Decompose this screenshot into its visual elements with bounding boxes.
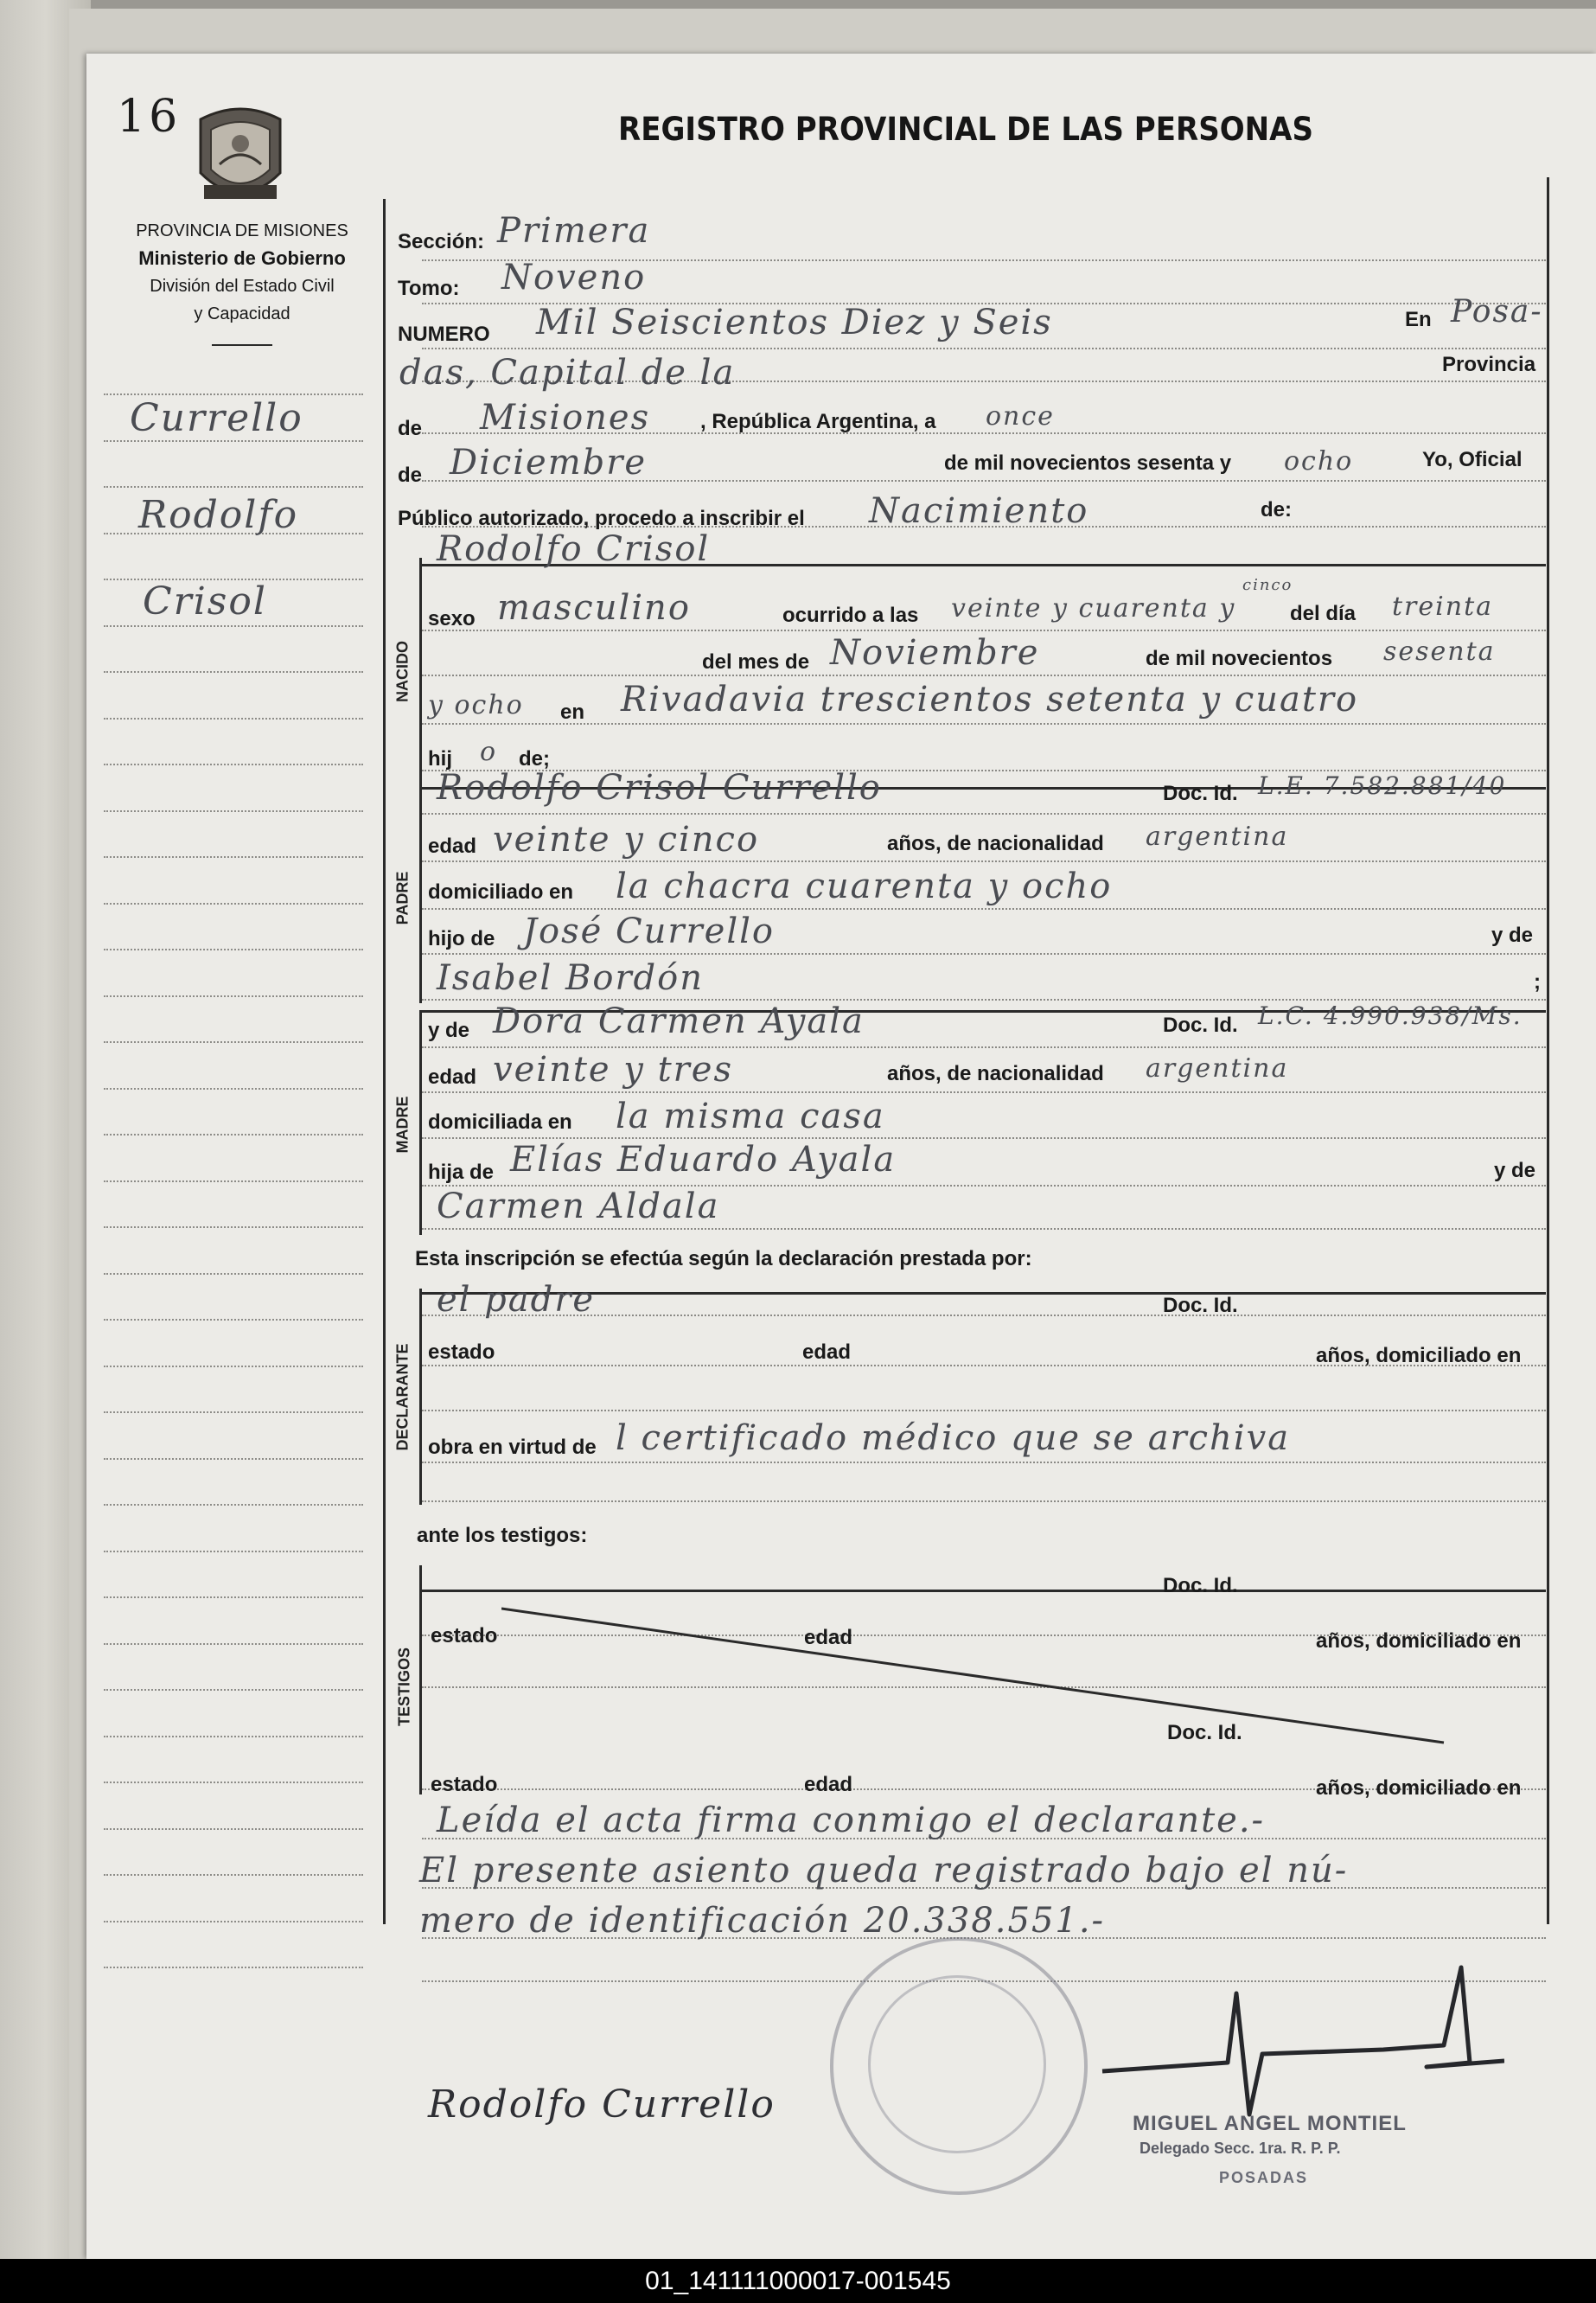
header-division: División del Estado Civil — [150, 277, 335, 296]
header-province: PROVINCIA DE MISIONES — [136, 221, 348, 240]
value-dia-nac: treinta — [1392, 592, 1494, 622]
margin-ruled-line — [104, 440, 363, 442]
cancel-diagonal — [501, 1600, 1452, 1747]
value-mes-nac: Noviembre — [830, 633, 1040, 673]
value-madre-madre: Carmen Aldala — [437, 1187, 720, 1226]
label-provincia: Provincia — [1442, 353, 1536, 376]
form-ruled-line — [422, 953, 1546, 955]
testigos-top-rule — [422, 1590, 1546, 1592]
value-ciudad: das, Capital de la — [399, 353, 736, 393]
margin-ruled-line — [104, 903, 363, 905]
margin-ruled-line — [104, 1689, 363, 1691]
margin-ruled-line — [104, 949, 363, 950]
label-padre: PADRE — [393, 871, 412, 925]
madre-bracket — [419, 1010, 422, 1235]
value-mes: Diciembre — [450, 443, 648, 483]
value-provincia: Misiones — [480, 398, 651, 438]
label-declarante-estado: estado — [428, 1340, 495, 1364]
label-madre-hija-de: hija de — [428, 1161, 495, 1184]
value-madre-nombre: Dora Carmen Ayala — [493, 1001, 865, 1041]
value-anio: ocho — [1284, 446, 1354, 477]
official-role: Delegado Secc. 1ra. R. P. P. — [1140, 2140, 1341, 2157]
value-anio-nac: sesenta — [1383, 637, 1496, 667]
form-ruled-line — [422, 1410, 1546, 1411]
value-acto: Nacimiento — [869, 491, 1089, 531]
label-madre-y-de-2: y de — [1494, 1159, 1536, 1182]
margin-ruled-line — [104, 1874, 363, 1876]
margin-ruled-line — [104, 1041, 363, 1043]
label-testigo2-edad: edad — [804, 1773, 853, 1796]
label-testigo2-dom: años, domiciliado en — [1316, 1776, 1522, 1800]
form-ruled-line — [422, 999, 1546, 1001]
label-obra: obra en virtud de — [428, 1436, 597, 1459]
label-declarante: DECLARANTE — [393, 1343, 412, 1451]
page-number: 16 — [117, 91, 182, 143]
official-stamp — [830, 1937, 1088, 2195]
margin-ruled-line — [104, 1736, 363, 1737]
label-padre-edad: edad — [428, 835, 477, 858]
label-testigo1-edad: edad — [804, 1626, 853, 1649]
value-dia: once — [986, 401, 1055, 432]
margin-ruled-line — [104, 393, 363, 395]
label-declarante-doc: Doc. Id. — [1163, 1294, 1238, 1317]
label-en: En — [1405, 308, 1432, 331]
label-mil-sesenta: de mil novecientos sesenta y — [944, 451, 1232, 475]
margin-ruled-line — [104, 1643, 363, 1645]
form-ruled-line — [422, 1462, 1546, 1463]
label-de-semi: de; — [519, 747, 550, 771]
label-testigo1-estado: estado — [431, 1624, 498, 1647]
form-ruled-line — [422, 723, 1546, 725]
label-padre-hijo-de: hijo de — [428, 927, 495, 950]
margin-ruled-line — [104, 1180, 363, 1182]
form-ruled-line — [422, 813, 1546, 815]
declarante-bracket — [419, 1289, 422, 1505]
margin-second-name: Crisol — [143, 579, 267, 624]
label-madre: MADRE — [393, 1096, 412, 1154]
margin-ruled-line — [104, 1921, 363, 1922]
official-name: MIGUEL ANGEL MONTIEL — [1133, 2112, 1407, 2135]
margin-divider — [383, 199, 386, 1924]
margin-ruled-line — [104, 625, 363, 627]
value-madre-nac: argentina — [1146, 1053, 1289, 1084]
margin-ruled-line — [104, 1828, 363, 1830]
value-madre-edad: veinte y tres — [493, 1050, 733, 1090]
value-anio-nac-2: y ocho — [428, 690, 524, 720]
label-tomo: Tomo: — [398, 277, 460, 300]
value-en: Posa- — [1451, 294, 1543, 329]
label-padre-dom: domiciliado en — [428, 880, 574, 904]
label-padre-doc: Doc. Id. — [1163, 782, 1238, 805]
margin-surname: Currello — [130, 396, 303, 440]
label-madre-edad: edad — [428, 1065, 477, 1089]
margin-ruled-line — [104, 1088, 363, 1090]
label-testigo2-doc: Doc. Id. — [1167, 1721, 1242, 1744]
form-ruled-line — [422, 1137, 1546, 1139]
value-padre-dom: la chacra cuarenta y ocho — [616, 867, 1113, 906]
margin-ruled-line — [104, 1411, 363, 1413]
label-yo-oficial: Yo, Oficial — [1422, 448, 1523, 471]
right-border — [1547, 177, 1549, 1924]
label-madre-nacionalidad: años, de nacionalidad — [887, 1062, 1104, 1085]
value-madre-dom: la misma casa — [616, 1097, 885, 1136]
value-seccion: Primera — [497, 211, 651, 251]
label-declarante-edad: edad — [802, 1340, 852, 1364]
value-nombre: Rodolfo Crisol — [437, 529, 711, 569]
form-ruled-line — [422, 1046, 1546, 1048]
note-line-3: mero de identificación 20.338.551.- — [419, 1901, 1106, 1941]
margin-ruled-line — [104, 1366, 363, 1367]
label-ocurrido: ocurrido a las — [782, 604, 919, 627]
label-republica: , República Argentina, a — [700, 410, 936, 433]
margin-ruled-line — [104, 1226, 363, 1228]
margin-first-name: Rodolfo — [138, 493, 299, 537]
label-de-mes: de — [398, 464, 423, 487]
label-semicolon: ; — [1534, 970, 1541, 994]
nacido-bracket — [419, 558, 422, 787]
label-padre-nacionalidad: años, de nacionalidad — [887, 832, 1104, 855]
margin-ruled-line — [104, 1134, 363, 1136]
header-capacity: y Capacidad — [194, 304, 290, 323]
label-publico: Público autorizado, procedo a inscribir el — [398, 507, 805, 530]
value-obra: l certificado médico que se archiva — [616, 1418, 1291, 1458]
margin-ruled-line — [104, 1319, 363, 1321]
testigos-bracket — [419, 1565, 422, 1794]
label-madre-dom: domiciliada en — [428, 1110, 572, 1134]
label-de-provincia: de — [398, 417, 423, 440]
margin-ruled-line — [104, 1596, 363, 1598]
margin-ruled-line — [104, 1551, 363, 1552]
declarante-signature: Rodolfo Currello — [428, 2082, 776, 2127]
label-mil-nov: de mil novecientos — [1146, 647, 1333, 670]
value-padre-nac: argentina — [1146, 822, 1289, 852]
margin-ruled-line — [104, 1273, 363, 1275]
form-ruled-line — [422, 1228, 1546, 1230]
value-hora-sup: cinco — [1242, 576, 1293, 594]
header-ministry: Ministerio de Gobierno — [138, 247, 346, 269]
label-seccion: Sección: — [398, 230, 485, 253]
form-ruled-line — [422, 908, 1546, 910]
label-numero: NUMERO — [398, 323, 490, 346]
note-line-1: Leída el acta firma conmigo el declarante.- — [437, 1801, 1266, 1840]
province-seal-icon — [192, 102, 289, 210]
label-declarante-dom: años, domiciliado en — [1316, 1344, 1522, 1367]
value-madre-doc: L.C. 4.990.938/Ms. — [1258, 1001, 1523, 1030]
margin-ruled-line — [104, 856, 363, 858]
label-testigo1-dom: años, domiciliado en — [1316, 1629, 1522, 1653]
form-ruled-line — [422, 348, 1546, 349]
value-numero: Mil Seiscientos Diez y Seis — [536, 303, 1053, 342]
value-tomo: Noveno — [501, 258, 647, 297]
value-declarante: el padre — [437, 1280, 596, 1320]
value-padre-madre: Isabel Bordón — [437, 958, 705, 998]
value-hij-o: o — [480, 737, 498, 767]
margin-ruled-line — [104, 1967, 363, 1968]
margin-ruled-line — [104, 764, 363, 765]
value-hora: veinte y cuarenta y — [951, 593, 1236, 624]
value-sexo: masculino — [497, 588, 691, 628]
label-sexo: sexo — [428, 607, 476, 630]
margin-ruled-line — [104, 1782, 363, 1783]
value-padre-edad: veinte y cinco — [493, 820, 760, 860]
margin-ruled-line — [104, 1504, 363, 1506]
form-ruled-line — [422, 860, 1546, 862]
label-ante: ante los testigos: — [417, 1524, 588, 1547]
label-madre-doc: Doc. Id. — [1163, 1014, 1238, 1037]
margin-ruled-line — [104, 1458, 363, 1460]
form-ruled-line — [422, 1500, 1546, 1502]
image-id-footer: 01_141111000017-001545 — [0, 2259, 1596, 2303]
padre-bracket — [419, 787, 422, 1003]
label-testigos: TESTIGOS — [395, 1647, 413, 1727]
label-de-colon: de: — [1261, 498, 1292, 521]
official-signature-icon — [1098, 1942, 1504, 2123]
value-padre-hijo-de: José Currello — [523, 912, 775, 951]
margin-ruled-line — [104, 671, 363, 673]
label-inscripcion: Esta inscripción se efectúa según la declaración prestada por: — [415, 1247, 1032, 1270]
label-en-lugar: en — [560, 700, 585, 724]
label-testigo1-doc: Doc. Id. — [1163, 1574, 1238, 1597]
form-ruled-line — [422, 675, 1546, 676]
label-padre-y-de: y de — [1491, 924, 1534, 947]
value-padre-nombre: Rodolfo Crisol Currello — [437, 768, 882, 808]
official-city: POSADAS — [1219, 2169, 1309, 2186]
label-testigo2-estado: estado — [431, 1773, 498, 1796]
label-madre-y-de: y de — [428, 1019, 470, 1042]
form-ruled-line — [422, 1091, 1546, 1093]
margin-ruled-line — [104, 486, 363, 488]
label-hij: hij — [428, 747, 452, 771]
label-nacido: NACIDO — [393, 641, 412, 702]
value-lugar: Rivadavia trescientos setenta y cuatro — [621, 680, 1359, 720]
margin-ruled-line — [104, 810, 363, 812]
form-ruled-line — [422, 630, 1546, 631]
label-del-dia: del día — [1290, 602, 1357, 625]
header-rule — [212, 344, 272, 346]
value-padre-doc: L.E. 7.582.881/40 — [1258, 771, 1507, 800]
value-madre-hija-de: Elías Eduardo Ayala — [510, 1140, 897, 1180]
margin-ruled-line — [104, 718, 363, 720]
label-del-mes: del mes de — [702, 650, 810, 674]
note-line-2: El presente asiento queda registrado bajo el nú- — [419, 1851, 1349, 1890]
margin-ruled-line — [104, 995, 363, 997]
document-title: REGISTRO PROVINCIAL DE LAS PERSONAS — [618, 111, 1314, 148]
